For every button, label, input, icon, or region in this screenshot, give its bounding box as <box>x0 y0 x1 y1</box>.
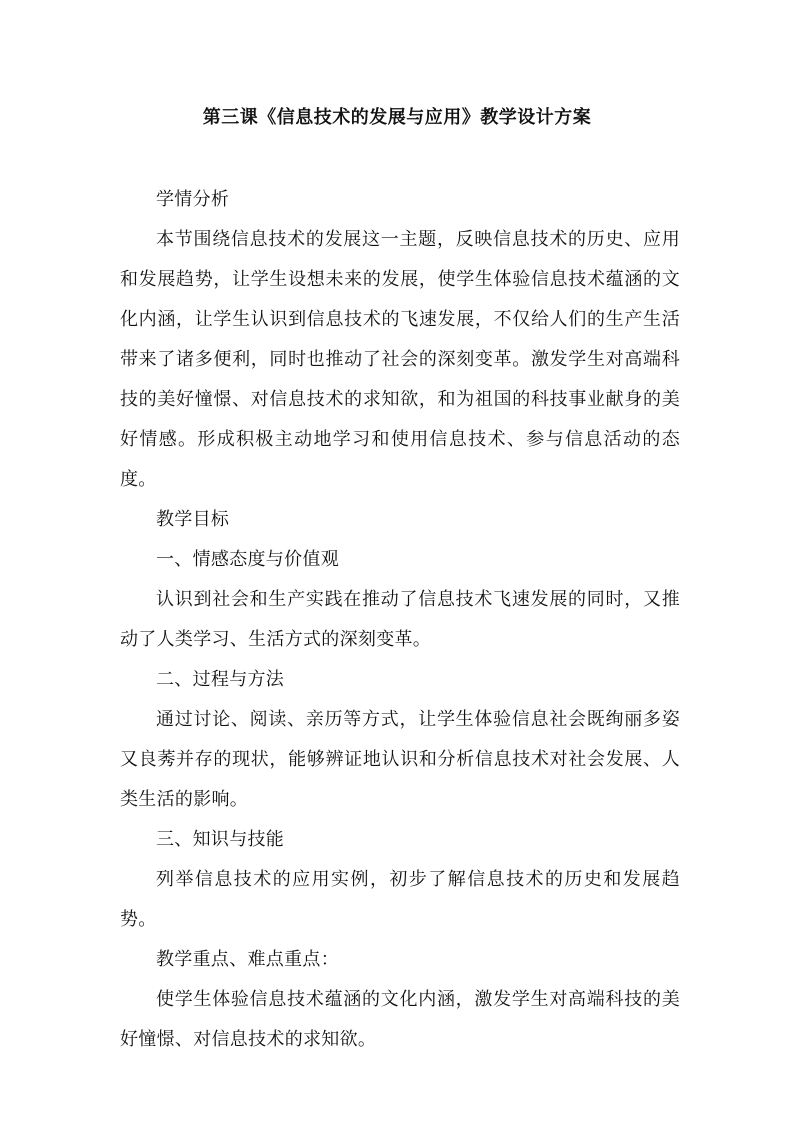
subheading-process-method: 二、过程与方法 <box>156 669 285 690</box>
subheading-knowledge-skills: 三、知识与技能 <box>156 829 285 850</box>
section-heading-learning-analysis: 学情分析 <box>156 189 230 210</box>
paragraph-knowledge-skills: 列举信息技术的应用实例，初步了解信息技术的历史和发展趋势。 <box>120 869 680 930</box>
paragraph-key-points: 使学生体验信息技术蕴涵的文化内涵，激发学生对高端科技的美好憧憬、对信息技术的求知欲。 <box>120 989 680 1050</box>
subheading-emotion-values: 一、情感态度与价值观 <box>156 549 339 570</box>
document-body <box>120 180 680 1060</box>
section-heading-teaching-goals: 教学目标 <box>156 509 230 530</box>
document-title: 第三课《信息技术的发展与应用》教学设计方案 <box>202 107 592 128</box>
paragraph-process-method: 通过讨论、阅读、亲历等方式，让学生体验信息社会既绚丽多姿又良莠并存的现状，能够辨证地认识和分析信息技术对社会发展、人类生活的影响。 <box>120 709 680 810</box>
section-heading-key-points: 教学重点、难点重点： <box>156 949 339 970</box>
paragraph-learning-analysis: 本节围绕信息技术的发展这一主题，反映信息技术的历史、应用和发展趋势，让学生设想未来的发展，使学生体验信息技术蕴涵的文化内涵，让学生认识到信息技术的飞速发展，不仅给人们的生产生活带来了诸多便利，同时也推动了社会的深刻变革。激发学生对高端科技的美好憧憬、对信息技术的求知欲，和为祖国的科技事业献身的美好情感。形成积极主动地学习和使用信息技术、参与信息活动的态度。 <box>120 229 680 490</box>
paragraph-emotion-values: 认识到社会和生产实践在推动了信息技术飞速发展的同时，又推动了人类学习、生活方式的深刻变革。 <box>120 589 680 650</box>
